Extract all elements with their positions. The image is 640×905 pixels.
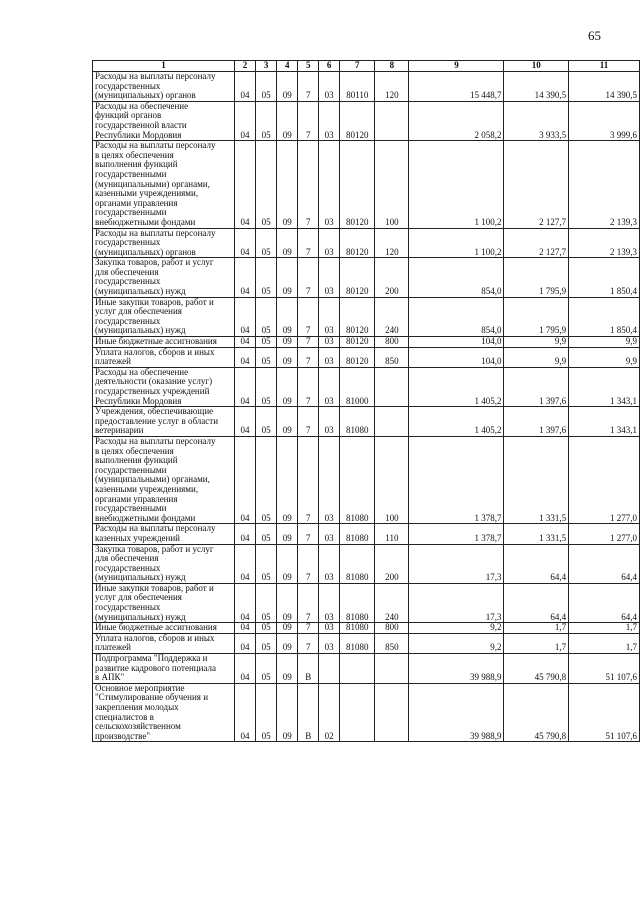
amount-cell: 1 795,9 bbox=[504, 258, 569, 297]
amount-cell: 2 127,7 bbox=[504, 141, 569, 228]
page-number: 65 bbox=[588, 28, 601, 43]
code-cell: 7 bbox=[298, 583, 319, 622]
row-description: Закупка товаров, работ и услуг для обеспечения государственных (муниципальных) нужд bbox=[93, 544, 235, 583]
code-cell: 05 bbox=[256, 623, 277, 634]
code-cell: 05 bbox=[256, 337, 277, 348]
code-cell: 04 bbox=[234, 544, 255, 583]
table-row bbox=[93, 683, 640, 742]
amount-cell: 45 790,8 bbox=[504, 654, 569, 684]
amount-cell: 1 100,2 bbox=[409, 141, 504, 228]
code-cell: 80120 bbox=[340, 258, 375, 297]
amount-cell: 1 397,6 bbox=[504, 407, 569, 437]
amount-cell: 1 795,9 bbox=[504, 297, 569, 336]
header-cell: 3 bbox=[256, 61, 277, 72]
code-cell: 04 bbox=[234, 367, 255, 406]
amount-cell: 854,0 bbox=[409, 258, 504, 297]
code-cell: 81080 bbox=[340, 436, 375, 523]
code-cell: 200 bbox=[375, 544, 409, 583]
header-cell: 2 bbox=[234, 61, 255, 72]
code-cell: 81080 bbox=[340, 524, 375, 544]
amount-cell: 2 139,3 bbox=[569, 228, 640, 258]
code-cell: 04 bbox=[234, 347, 255, 367]
code-cell: 850 bbox=[375, 347, 409, 367]
amount-cell: 1 378,7 bbox=[409, 524, 504, 544]
code-cell: 05 bbox=[256, 72, 277, 102]
table-row bbox=[93, 228, 640, 258]
code-cell: 05 bbox=[256, 297, 277, 336]
amount-cell: 17,3 bbox=[409, 544, 504, 583]
code-cell: 09 bbox=[277, 347, 298, 367]
amount-cell: 15 448,7 bbox=[409, 72, 504, 102]
code-cell: 03 bbox=[319, 544, 340, 583]
code-cell: 850 bbox=[375, 633, 409, 653]
code-cell: 09 bbox=[277, 337, 298, 348]
amount-cell: 1 277,0 bbox=[569, 436, 640, 523]
code-cell: 04 bbox=[234, 524, 255, 544]
code-cell: 09 bbox=[277, 101, 298, 140]
code-cell: 800 bbox=[375, 623, 409, 634]
table-row bbox=[93, 347, 640, 367]
amount-cell: 64,4 bbox=[569, 544, 640, 583]
code-cell: 7 bbox=[298, 72, 319, 102]
row-description: Расходы на выплаты персоналу государственных (муниципальных) органов bbox=[93, 228, 235, 258]
amount-cell: 1 378,7 bbox=[409, 436, 504, 523]
code-cell: В bbox=[298, 654, 319, 684]
code-cell: 05 bbox=[256, 407, 277, 437]
code-cell: 03 bbox=[319, 524, 340, 544]
header-row bbox=[93, 61, 640, 72]
amount-cell: 64,4 bbox=[569, 583, 640, 622]
code-cell: 04 bbox=[234, 228, 255, 258]
table-row bbox=[93, 337, 640, 348]
code-cell: 7 bbox=[298, 101, 319, 140]
code-cell bbox=[319, 654, 340, 684]
amount-cell: 1,7 bbox=[569, 623, 640, 634]
code-cell: 03 bbox=[319, 337, 340, 348]
code-cell: 03 bbox=[319, 141, 340, 228]
amount-cell: 854,0 bbox=[409, 297, 504, 336]
code-cell: 80120 bbox=[340, 297, 375, 336]
header-cell: 11 bbox=[569, 61, 640, 72]
row-description: Уплата налогов, сборов и иных платежей bbox=[93, 347, 235, 367]
amount-cell: 3 933,5 bbox=[504, 101, 569, 140]
code-cell: 120 bbox=[375, 72, 409, 102]
budget-table bbox=[92, 60, 640, 742]
code-cell: 81080 bbox=[340, 583, 375, 622]
amount-cell: 9,9 bbox=[504, 337, 569, 348]
code-cell: 05 bbox=[256, 367, 277, 406]
table-body bbox=[93, 61, 640, 742]
code-cell: 80120 bbox=[340, 101, 375, 140]
header-cell: 9 bbox=[409, 61, 504, 72]
code-cell: 03 bbox=[319, 436, 340, 523]
table-row bbox=[93, 101, 640, 140]
amount-cell: 104,0 bbox=[409, 337, 504, 348]
code-cell: 81080 bbox=[340, 544, 375, 583]
code-cell: 03 bbox=[319, 407, 340, 437]
table-row bbox=[93, 436, 640, 523]
amount-cell: 1 100,2 bbox=[409, 228, 504, 258]
code-cell: 03 bbox=[319, 583, 340, 622]
amount-cell: 2 058,2 bbox=[409, 101, 504, 140]
amount-cell: 1,7 bbox=[504, 623, 569, 634]
code-cell bbox=[375, 683, 409, 742]
amount-cell: 1 405,2 bbox=[409, 367, 504, 406]
code-cell: 05 bbox=[256, 524, 277, 544]
code-cell: 7 bbox=[298, 623, 319, 634]
code-cell: 80120 bbox=[340, 347, 375, 367]
amount-cell: 1,7 bbox=[504, 633, 569, 653]
code-cell: 05 bbox=[256, 347, 277, 367]
code-cell: 04 bbox=[234, 258, 255, 297]
code-cell: 09 bbox=[277, 633, 298, 653]
amount-cell: 17,3 bbox=[409, 583, 504, 622]
amount-cell: 51 107,6 bbox=[569, 683, 640, 742]
table-row bbox=[93, 367, 640, 406]
amount-cell: 14 390,5 bbox=[569, 72, 640, 102]
code-cell: 80120 bbox=[340, 337, 375, 348]
header-cell: 7 bbox=[340, 61, 375, 72]
table-row bbox=[93, 654, 640, 684]
amount-cell: 39 988,9 bbox=[409, 654, 504, 684]
amount-cell: 45 790,8 bbox=[504, 683, 569, 742]
row-description: Иные бюджетные ассигнования bbox=[93, 623, 235, 634]
code-cell: 05 bbox=[256, 544, 277, 583]
amount-cell: 9,9 bbox=[569, 337, 640, 348]
code-cell: 120 bbox=[375, 228, 409, 258]
amount-cell: 1 405,2 bbox=[409, 407, 504, 437]
code-cell: 04 bbox=[234, 72, 255, 102]
code-cell: 7 bbox=[298, 407, 319, 437]
code-cell: 09 bbox=[277, 623, 298, 634]
table-row bbox=[93, 297, 640, 336]
code-cell: 09 bbox=[277, 407, 298, 437]
code-cell: 7 bbox=[298, 436, 319, 523]
amount-cell: 1 850,4 bbox=[569, 297, 640, 336]
amount-cell: 1,7 bbox=[569, 633, 640, 653]
code-cell: 7 bbox=[298, 141, 319, 228]
code-cell: 7 bbox=[298, 367, 319, 406]
code-cell: 09 bbox=[277, 258, 298, 297]
amount-cell: 9,9 bbox=[504, 347, 569, 367]
code-cell: 80120 bbox=[340, 228, 375, 258]
amount-cell: 2 139,3 bbox=[569, 141, 640, 228]
code-cell bbox=[375, 407, 409, 437]
row-description: Подпрограмма "Поддержка и развитие кадрового потенциала в АПК" bbox=[93, 654, 235, 684]
table-row bbox=[93, 72, 640, 102]
code-cell: 7 bbox=[298, 337, 319, 348]
amount-cell: 1 343,1 bbox=[569, 407, 640, 437]
code-cell: 80110 bbox=[340, 72, 375, 102]
header-cell: 5 bbox=[298, 61, 319, 72]
code-cell: 7 bbox=[298, 524, 319, 544]
amount-cell: 3 999,6 bbox=[569, 101, 640, 140]
code-cell bbox=[375, 367, 409, 406]
code-cell: 04 bbox=[234, 583, 255, 622]
amount-cell: 2 127,7 bbox=[504, 228, 569, 258]
code-cell: 09 bbox=[277, 141, 298, 228]
code-cell: 09 bbox=[277, 683, 298, 742]
code-cell: 7 bbox=[298, 544, 319, 583]
code-cell: 03 bbox=[319, 258, 340, 297]
code-cell: 05 bbox=[256, 633, 277, 653]
code-cell: 03 bbox=[319, 101, 340, 140]
code-cell: 04 bbox=[234, 623, 255, 634]
code-cell: 09 bbox=[277, 367, 298, 406]
code-cell: 05 bbox=[256, 436, 277, 523]
code-cell: 09 bbox=[277, 524, 298, 544]
code-cell: 04 bbox=[234, 297, 255, 336]
code-cell: 09 bbox=[277, 583, 298, 622]
code-cell: 200 bbox=[375, 258, 409, 297]
code-cell: 7 bbox=[298, 228, 319, 258]
code-cell: 04 bbox=[234, 633, 255, 653]
code-cell: 240 bbox=[375, 297, 409, 336]
row-description: Расходы на выплаты персоналу государственных (муниципальных) органов bbox=[93, 72, 235, 102]
code-cell: 03 bbox=[319, 72, 340, 102]
code-cell: 04 bbox=[234, 101, 255, 140]
row-description: Расходы на обеспечение функций органов государственной власти Республики Мордовия bbox=[93, 101, 235, 140]
code-cell: 05 bbox=[256, 683, 277, 742]
row-description: Расходы на выплаты персоналу казенных учреждений bbox=[93, 524, 235, 544]
code-cell: 09 bbox=[277, 436, 298, 523]
code-cell: 05 bbox=[256, 228, 277, 258]
code-cell: 03 bbox=[319, 367, 340, 406]
table-row bbox=[93, 583, 640, 622]
code-cell: 09 bbox=[277, 72, 298, 102]
amount-cell: 14 390,5 bbox=[504, 72, 569, 102]
row-description: Иные закупки товаров, работ и услуг для обеспечения государственных (муниципальных) нужд bbox=[93, 583, 235, 622]
header-cell: 6 bbox=[319, 61, 340, 72]
header-cell: 10 bbox=[504, 61, 569, 72]
code-cell bbox=[340, 654, 375, 684]
amount-cell: 104,0 bbox=[409, 347, 504, 367]
code-cell: 05 bbox=[256, 583, 277, 622]
table-row bbox=[93, 633, 640, 653]
code-cell: 09 bbox=[277, 654, 298, 684]
code-cell: 04 bbox=[234, 407, 255, 437]
amount-cell: 39 988,9 bbox=[409, 683, 504, 742]
code-cell: 7 bbox=[298, 347, 319, 367]
amount-cell: 1 850,4 bbox=[569, 258, 640, 297]
amount-cell: 1 397,6 bbox=[504, 367, 569, 406]
amount-cell: 64,4 bbox=[504, 583, 569, 622]
amount-cell: 1 331,5 bbox=[504, 436, 569, 523]
code-cell: 04 bbox=[234, 141, 255, 228]
code-cell: 05 bbox=[256, 258, 277, 297]
amount-cell: 9,9 bbox=[569, 347, 640, 367]
code-cell: 03 bbox=[319, 297, 340, 336]
code-cell: 7 bbox=[298, 633, 319, 653]
code-cell: 05 bbox=[256, 654, 277, 684]
code-cell bbox=[375, 101, 409, 140]
code-cell: 09 bbox=[277, 297, 298, 336]
row-description: Иные бюджетные ассигнования bbox=[93, 337, 235, 348]
row-description: Расходы на обеспечение деятельности (оказание услуг) государственных учреждений Республики Мордовия bbox=[93, 367, 235, 406]
header-cell: 4 bbox=[277, 61, 298, 72]
amount-cell: 64,4 bbox=[504, 544, 569, 583]
code-cell: 7 bbox=[298, 297, 319, 336]
code-cell: 04 bbox=[234, 683, 255, 742]
table-row bbox=[93, 258, 640, 297]
code-cell: 240 bbox=[375, 583, 409, 622]
code-cell: В bbox=[298, 683, 319, 742]
header-cell: 1 bbox=[93, 61, 235, 72]
table-row bbox=[93, 407, 640, 437]
code-cell: 05 bbox=[256, 141, 277, 228]
amount-cell: 9,2 bbox=[409, 623, 504, 634]
code-cell: 7 bbox=[298, 258, 319, 297]
row-description: Расходы на выплаты персоналу в целях обеспечения выполнения функций государственными (муниципальными) органами, казенными учреждениями, органами управления государственными внебюджетными фондами bbox=[93, 141, 235, 228]
code-cell: 03 bbox=[319, 228, 340, 258]
code-cell: 04 bbox=[234, 337, 255, 348]
amount-cell: 51 107,6 bbox=[569, 654, 640, 684]
table-row bbox=[93, 544, 640, 583]
amount-cell: 1 343,1 bbox=[569, 367, 640, 406]
code-cell: 81000 bbox=[340, 367, 375, 406]
code-cell: 80120 bbox=[340, 141, 375, 228]
code-cell: 81080 bbox=[340, 633, 375, 653]
header-cell: 8 bbox=[375, 61, 409, 72]
code-cell: 02 bbox=[319, 683, 340, 742]
amount-cell: 1 331,5 bbox=[504, 524, 569, 544]
code-cell bbox=[375, 654, 409, 684]
code-cell: 110 bbox=[375, 524, 409, 544]
code-cell: 81080 bbox=[340, 623, 375, 634]
code-cell: 05 bbox=[256, 101, 277, 140]
row-description: Учреждения, обеспечивающие предоставление услуг в области ветеринарии bbox=[93, 407, 235, 437]
code-cell: 04 bbox=[234, 436, 255, 523]
code-cell: 03 bbox=[319, 347, 340, 367]
code-cell: 100 bbox=[375, 141, 409, 228]
table-row bbox=[93, 524, 640, 544]
code-cell: 09 bbox=[277, 228, 298, 258]
row-description: Расходы на выплаты персоналу в целях обеспечения выполнения функций государственными (муниципальными) органами, казенными учреждениями, органами управления государственными внебюджетными фондами bbox=[93, 436, 235, 523]
code-cell: 04 bbox=[234, 654, 255, 684]
row-description: Основное мероприятие "Стимулирование обучения и закрепления молодых специалистов в сельскохозяйственном производстве" bbox=[93, 683, 235, 742]
amount-cell: 1 277,0 bbox=[569, 524, 640, 544]
table-row bbox=[93, 623, 640, 634]
table-row bbox=[93, 141, 640, 228]
code-cell: 09 bbox=[277, 544, 298, 583]
row-description: Закупка товаров, работ и услуг для обеспечения государственных (муниципальных) нужд bbox=[93, 258, 235, 297]
code-cell: 03 bbox=[319, 623, 340, 634]
code-cell: 81080 bbox=[340, 407, 375, 437]
code-cell: 03 bbox=[319, 633, 340, 653]
code-cell bbox=[340, 683, 375, 742]
code-cell: 100 bbox=[375, 436, 409, 523]
row-description: Иные закупки товаров, работ и услуг для обеспечения государственных (муниципальных) нужд bbox=[93, 297, 235, 336]
code-cell: 800 bbox=[375, 337, 409, 348]
row-description: Уплата налогов, сборов и иных платежей bbox=[93, 633, 235, 653]
amount-cell: 9,2 bbox=[409, 633, 504, 653]
